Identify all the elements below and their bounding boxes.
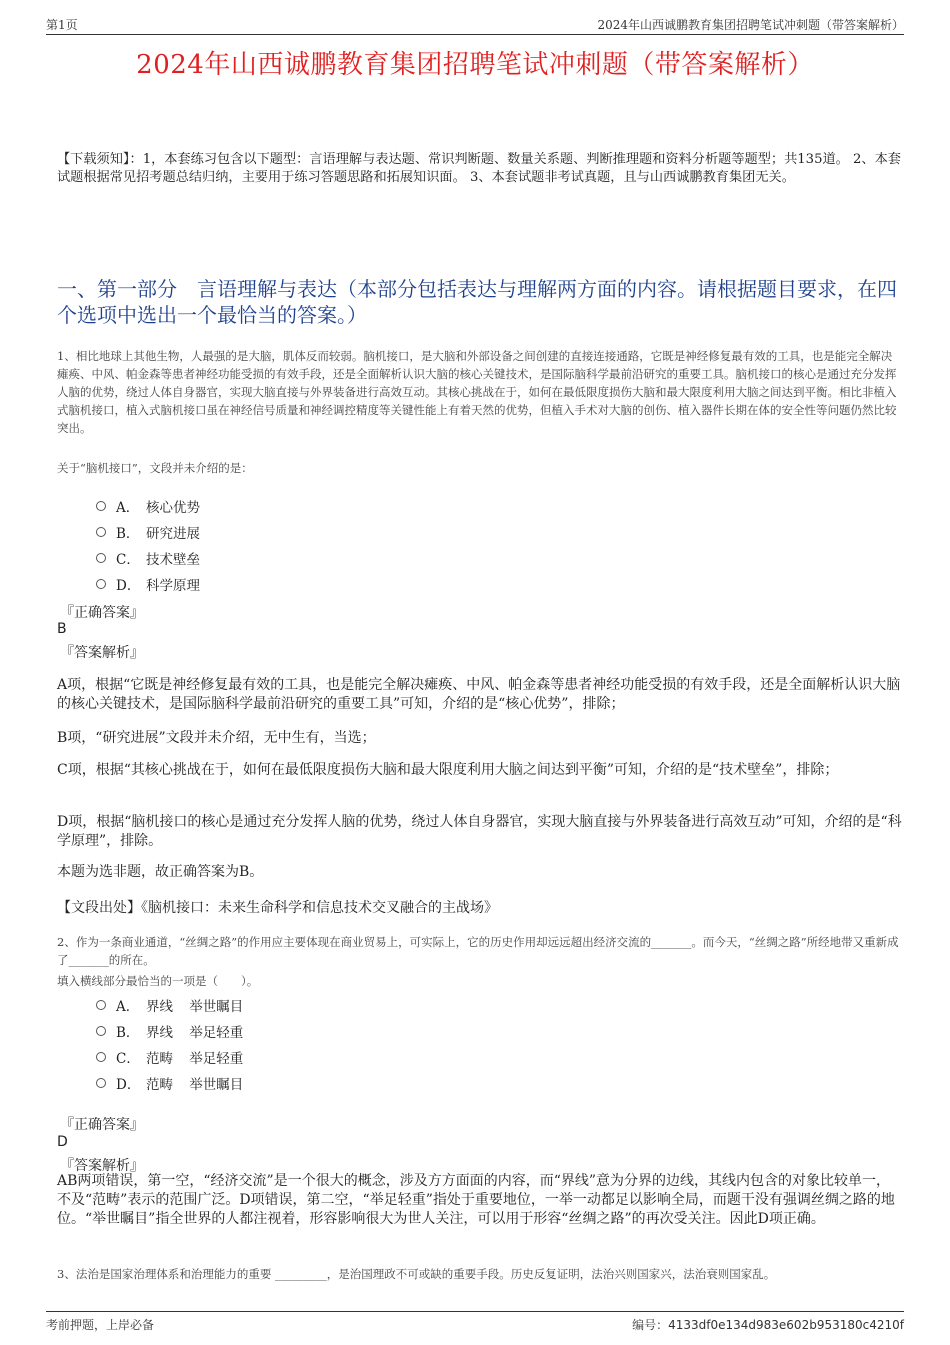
option-letter: C． (116, 1051, 140, 1067)
option-letter: D． (116, 578, 141, 594)
option-text: 范畴 举足轻重 (146, 1051, 244, 1067)
question-1-analysis-b: B项，“研究进展”文段并未介绍，无中生有，当选； (57, 730, 376, 746)
footer-code-label: 编号： (632, 1318, 669, 1332)
radio-icon[interactable] (96, 1078, 106, 1088)
footer-code (632, 1316, 904, 1333)
header-doc-title: 2024年山西诚鹏教育集团招聘笔试冲刺题（带答案解析） (597, 18, 904, 32)
download-notice: 【下载须知】：1，本套练习包含以下题型：言语理解与表达题、常识判断题、数量关系题、判断推理题和资料分析题等题型；共135道。 2、本套试题根据常见招考题总结归纳，主要用于练习答题思路和拓展知识面。 3、本套试题非考试真题，且与山西诚鹏教育集团无关。 (57, 152, 901, 185)
question-2-answer: D (57, 1134, 68, 1150)
option-text: 科学原理 (146, 578, 200, 594)
page-footer (46, 1311, 904, 1336)
question-1-source: 【文段出处】《脑机接口：未来生命科学和信息技术交叉融合的主战场》 (57, 900, 498, 916)
question-1-option-b[interactable] (96, 519, 200, 545)
question-1-analysis-a: A项，根据“它既是神经修复最有效的工具，也是能完全解决瘫痪、中风、帕金森等患者神经功能受损的有效手段，还是全面解析认识大脑的核心关键技术，是国际脑科学最前沿研究的重要工具”可知，介绍的是“核心优势”，排除； (57, 677, 901, 712)
question-1-option-d[interactable] (96, 571, 200, 597)
question-1-answer: B (57, 621, 67, 637)
question-1-option-a[interactable] (96, 493, 200, 519)
radio-icon[interactable] (96, 501, 106, 511)
radio-icon[interactable] (96, 579, 106, 589)
question-1-answer-label: 『正确答案』 (60, 605, 144, 621)
question-2-prompt: 填入横线部分最恰当的一项是（ ）。 (57, 974, 259, 988)
question-2-option-d[interactable] (96, 1070, 243, 1096)
option-text: 界线 举世瞩目 (146, 999, 244, 1015)
option-letter: B． (116, 1025, 140, 1041)
document-title: 2024年山西诚鹏教育集团招聘笔试冲刺题（带答案解析） (136, 50, 814, 80)
question-1-prompt: 关于“脑机接口”，文段并未介绍的是： (57, 461, 253, 475)
section-title: 一、第一部分 言语理解与表达（本部分包括表达与理解两方面的内容。请根据题目要求，在四个选项中选出一个最恰当的答案。） (57, 277, 897, 327)
question-2-analysis: AB两项错误，第一空，“经济交流”是一个很大的概念，涉及方方面面的内容，而“界线”意为分界的边线，其线内包含的对象比较单一，不及“范畴”表示的范围广泛。D项错误，第二空，“举足轻重”指处于重要地位，一举一动都足以影响全局，而题干没有强调丝绸之路的地位。“举世瞩目”指全世界的人都注视着，形容影响很大为世人关注，可以用于形容“丝绸之路”的再次受关注。因此D项正确。 (57, 1173, 895, 1227)
radio-icon[interactable] (96, 527, 106, 537)
question-1-conclusion: 本题为选非题，故正确答案为B。 (57, 864, 264, 880)
option-letter: B． (116, 526, 140, 542)
option-letter: D． (116, 1077, 141, 1093)
page-header (46, 14, 904, 35)
question-3-text: 3、法治是国家治理体系和治理能力的重要 _________，是治国理政不可或缺的重要手段。历史反复证明，法治兴则国家兴，法治衰则国家乱。 (57, 1267, 776, 1281)
question-2-option-b[interactable] (96, 1018, 243, 1044)
radio-icon[interactable] (96, 553, 106, 563)
option-letter: C． (116, 552, 140, 568)
question-2-analysis-label: 『答案解析』 (60, 1158, 144, 1174)
option-text: 技术壁垒 (146, 552, 200, 568)
page-number: 第1页 (46, 18, 78, 32)
footer-slogan: 考前押题，上岸必备 (46, 1318, 155, 1332)
radio-icon[interactable] (96, 1052, 106, 1062)
question-2-answer-label: 『正确答案』 (60, 1117, 144, 1133)
question-1-analysis-label: 『答案解析』 (60, 645, 144, 661)
question-2-option-a[interactable] (96, 992, 243, 1018)
question-2-option-c[interactable] (96, 1044, 243, 1070)
footer-code-value: 4133df0e134d983e602b953180c4210f (668, 1318, 904, 1332)
radio-icon[interactable] (96, 1026, 106, 1036)
option-text: 研究进展 (146, 526, 200, 542)
option-text: 范畴 举世瞩目 (146, 1077, 244, 1093)
question-1-option-c[interactable] (96, 545, 200, 571)
question-1-options (96, 493, 200, 597)
question-1-analysis-d: D项，根据“脑机接口的核心是通过充分发挥人脑的优势，绕过人体自身器官，实现大脑直接与外界装备进行高效互动”可知，介绍的是“科学原理”，排除。 (57, 814, 902, 849)
question-2-options (96, 992, 243, 1096)
question-1-text: 1、相比地球上其他生物，人最强的是大脑，肌体反而较弱。脑机接口，是大脑和外部设备之间创建的直接连接通路，它既是神经修复最有效的工具，也是能完全解决瘫痪、中风、帕金森等患者神经功能受损的有效手段，还是全面解析认识大脑的核心关键技术，是国际脑科学最前沿研究的重要工具。脑机接口的核心是通过充分发挥人脑的优势，绕过人体自身器官，实现大脑直接与外界装备进行高效互动。其核心挑战在于，如何在最低限度损伤大脑和最大限度利用大脑之间达到平衡。相比非植入式脑机接口，植入式脑机接口虽在神经信号质量和神经调控精度等关键性能上有着天然的优势，但植入手术对大脑的创伤、植入器件长期在体的安全性等问题仍然比较突出。 (57, 349, 897, 435)
option-letter: A． (116, 500, 140, 516)
option-letter: A． (116, 999, 140, 1015)
option-text: 核心优势 (146, 500, 200, 516)
question-2-text: 2、作为一条商业通道，“丝绸之路”的作用应主要体现在商业贸易上，可实际上，它的历史作用却远远超出经济交流的_______。而今天，“丝绸之路”所经地带又重新成了_______的所在。 (57, 935, 899, 967)
radio-icon[interactable] (96, 1000, 106, 1010)
question-1-analysis-c: C项，根据“其核心挑战在于，如何在最低限度损伤大脑和最大限度利用大脑之间达到平衡”可知，介绍的是“技术壁垒”，排除； (57, 762, 839, 778)
option-text: 界线 举足轻重 (146, 1025, 244, 1041)
